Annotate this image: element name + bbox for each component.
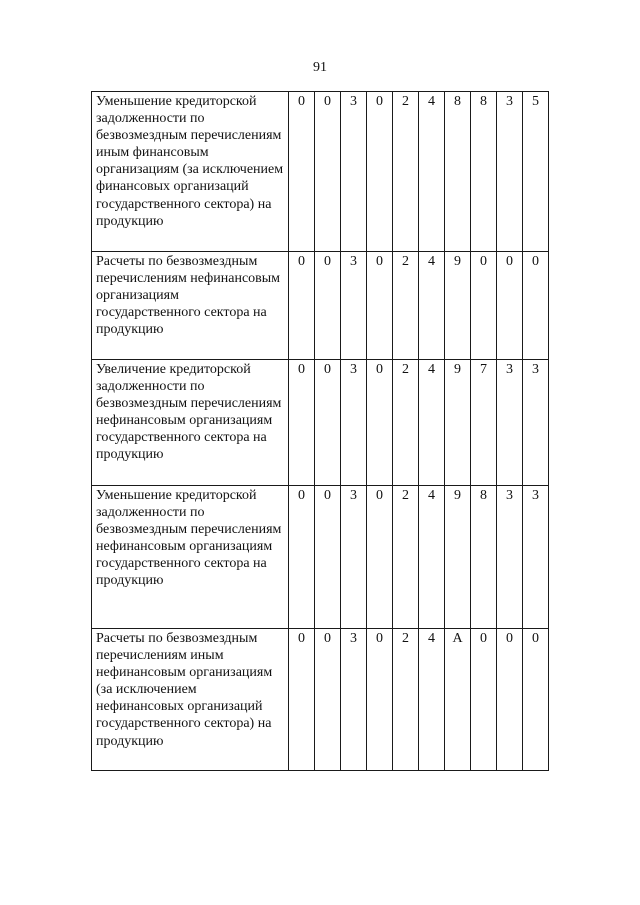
code-digit: 0 bbox=[289, 92, 315, 252]
code-digit: 0 bbox=[497, 629, 523, 771]
code-digit: 4 bbox=[419, 92, 445, 252]
code-digit: 0 bbox=[523, 629, 549, 771]
code-digit: 8 bbox=[445, 92, 471, 252]
code-digit: 0 bbox=[289, 360, 315, 486]
code-digit: 4 bbox=[419, 360, 445, 486]
table-row bbox=[92, 252, 549, 360]
code-digit: 3 bbox=[497, 360, 523, 486]
code-digit: 3 bbox=[341, 92, 367, 252]
code-digit: 3 bbox=[341, 360, 367, 486]
table-row bbox=[92, 486, 549, 629]
code-digit: 0 bbox=[523, 252, 549, 360]
code-digit: 9 bbox=[445, 486, 471, 629]
code-digit: 0 bbox=[367, 360, 393, 486]
code-digit: 7 bbox=[471, 360, 497, 486]
code-digit: 4 bbox=[419, 629, 445, 771]
code-digit: 9 bbox=[445, 252, 471, 360]
code-digit: 0 bbox=[367, 486, 393, 629]
code-digit: A bbox=[445, 629, 471, 771]
code-digit: 5 bbox=[523, 92, 549, 252]
code-digit: 0 bbox=[471, 252, 497, 360]
code-digit: 2 bbox=[393, 252, 419, 360]
table-row bbox=[92, 92, 549, 252]
code-digit: 3 bbox=[497, 486, 523, 629]
code-digit: 3 bbox=[523, 486, 549, 629]
code-digit: 2 bbox=[393, 486, 419, 629]
row-description: Расчеты по безвозмездным перечислениям нефинансовым организациям государственного сектора на продукцию bbox=[92, 252, 289, 360]
code-digit: 0 bbox=[315, 486, 341, 629]
account-code-table bbox=[91, 91, 549, 771]
table-row bbox=[92, 360, 549, 486]
code-digit: 0 bbox=[315, 629, 341, 771]
code-digit: 3 bbox=[523, 360, 549, 486]
code-digit: 0 bbox=[315, 252, 341, 360]
code-digit: 8 bbox=[471, 486, 497, 629]
code-digit: 3 bbox=[497, 92, 523, 252]
code-digit: 0 bbox=[289, 629, 315, 771]
code-digit: 2 bbox=[393, 92, 419, 252]
code-digit: 4 bbox=[419, 252, 445, 360]
code-digit: 2 bbox=[393, 629, 419, 771]
code-digit: 0 bbox=[289, 486, 315, 629]
code-digit: 0 bbox=[315, 360, 341, 486]
row-description: Расчеты по безвозмездным перечислениям иным нефинансовым организациям (за исключением нефинансовых организаций государственного сектора) на продукцию bbox=[92, 629, 289, 771]
row-description: Уменьшение кредиторской задолженности по безвозмездным перечислениям иным финансовым организациям (за исключением финансовых организаций государственного сектора) на продукцию bbox=[92, 92, 289, 252]
page-number: 91 bbox=[313, 60, 327, 75]
code-digit: 0 bbox=[471, 629, 497, 771]
row-description: Уменьшение кредиторской задолженности по безвозмездным перечислениям нефинансовым организациям государственного сектора на продукцию bbox=[92, 486, 289, 629]
code-digit: 0 bbox=[315, 92, 341, 252]
code-digit: 0 bbox=[367, 629, 393, 771]
code-digit: 3 bbox=[341, 486, 367, 629]
code-digit: 8 bbox=[471, 92, 497, 252]
code-digit: 0 bbox=[497, 252, 523, 360]
code-digit: 2 bbox=[393, 360, 419, 486]
code-digit: 3 bbox=[341, 629, 367, 771]
code-digit: 4 bbox=[419, 486, 445, 629]
table-row bbox=[92, 629, 549, 771]
code-digit: 0 bbox=[367, 252, 393, 360]
code-digit: 0 bbox=[367, 92, 393, 252]
code-digit: 0 bbox=[289, 252, 315, 360]
code-digit: 3 bbox=[341, 252, 367, 360]
row-description: Увеличение кредиторской задолженности по безвозмездным перечислениям нефинансовым организациям государственного сектора на продукцию bbox=[92, 360, 289, 486]
code-digit: 9 bbox=[445, 360, 471, 486]
